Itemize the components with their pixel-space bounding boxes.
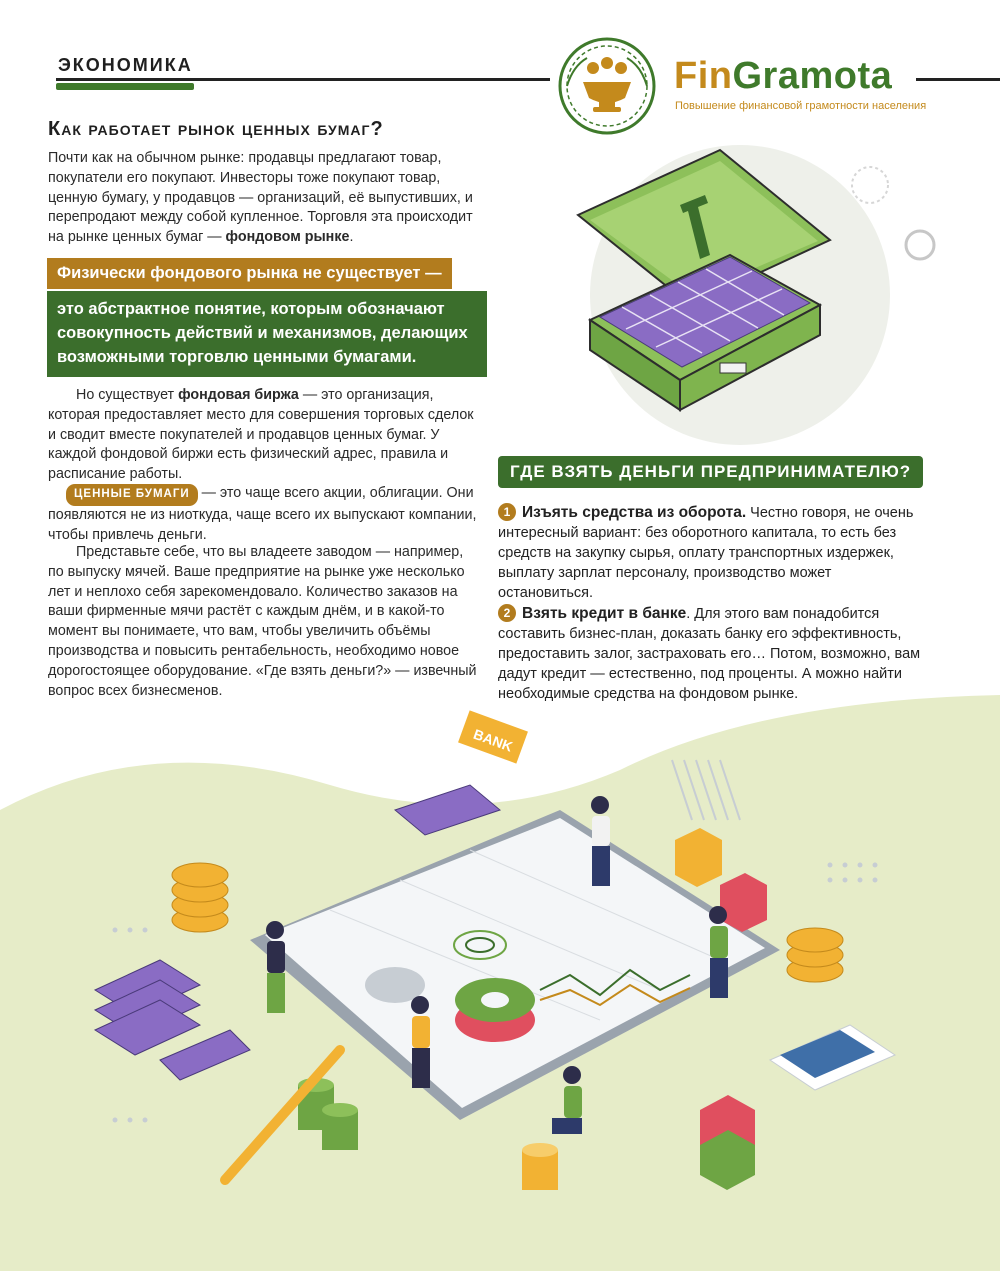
logo-gramota: Gramota <box>732 55 893 97</box>
p2-text-b: — это организация, которая предоставляет место для совершения торговых сделок и сводит вместе покупателей и продавцов ценных бумаг. У каждой фондовой биржи есть физический адрес, правила и расписание работы. <box>48 387 474 483</box>
fingramota-emblem-icon <box>553 36 661 136</box>
step-1-number: 1 <box>498 503 516 521</box>
section-underline <box>56 83 194 90</box>
article-heading: Как работает рынок ценных бумаг? <box>48 118 384 140</box>
header-rule-left <box>56 78 550 81</box>
logo-fin: Fin <box>674 55 733 97</box>
p2-bold: фондовая биржа <box>178 387 299 403</box>
securities-badge: ЦЕННЫЕ БУМАГИ <box>66 484 198 506</box>
intro-paragraph <box>48 149 478 248</box>
p3-text: — это чаще всего акции, облигации. Они появляются не из ниоткуда, чаще всего их выпускают компании, чтобы привлечь деньги. <box>48 485 477 543</box>
step-2-text: . Для этого вам понадобится составить бизнес-план, доказать банку его эффективность, предоставить залог, застраховать его… Потом, возможно, вам дадут кредит — естественно, под проценты. А можно найти необходимые средства на фондовом рынке. <box>498 606 921 702</box>
callout-title: Физически фондового рынка не существует — <box>47 258 452 289</box>
p2-text-a: Но существует <box>76 387 179 403</box>
stock-market-illustration <box>0 690 1000 1271</box>
intro-bold: фондовом рынке <box>225 229 350 246</box>
step-1-text: Честно говоря, не очень интересный вариант: без оборотного капитала, то есть без средств на закупку сырья, оплату транспортных издержек, выплату зарплат персоналу, производство может остановиться. <box>498 505 914 601</box>
step-1 <box>498 503 924 603</box>
callout-body: это абстрактное понятие, которым обозначают совокупность действий и механизмов, делающих возможными торговлю ценными бумагами. <box>47 291 487 377</box>
intro-text-a: Почти как на обычном рынке: продавцы предлагают товар, покупатели его покупают. Инвесторы тоже покупают товар, ценную бумагу, у продавцов — организаций, её выпустивших, и перепродают между собой купленное. Торговля эта происходит на рынке ценных бумаг — <box>48 150 473 246</box>
securities-paragraph <box>48 484 478 545</box>
bank-sign-label: BANK <box>471 725 515 755</box>
sidebar-heading: ГДЕ ВЗЯТЬ ДЕНЬГИ ПРЕДПРИНИМАТЕЛЮ? <box>498 456 923 488</box>
exchange-paragraph <box>48 386 478 485</box>
logo-subtitle: Повышение финансовой грамотности населения <box>675 100 927 112</box>
step-1-title: Изъять средства из оборота. <box>522 504 747 521</box>
factory-paragraph: Представьте себе, что вы владеете заводом — например, по выпуску мячей. Ваше предприятие на рынке уже несколько лет и неплохо себя зарекомендовало. Количество заказов на ваши фирменные мячи растёт с каждым днём, и в какой-то момент вы понимаете, что вам, чтобы увеличить объёмы производства и повысить рентабельность, необходимо новое дорогостоящее оборудование. «Где взять деньги?» — извечный вопрос всех бизнесменов. <box>48 544 477 699</box>
step-2-title: Взять кредит в банке <box>522 605 687 622</box>
money-suitcase-illustration <box>570 145 1000 445</box>
logo-wordmark <box>674 55 892 98</box>
header-rule-right <box>916 78 1000 81</box>
section-label: ЭКОНОМИКА <box>58 55 193 75</box>
step-2 <box>498 604 924 704</box>
intro-text-b: . <box>349 229 354 246</box>
step-2-number: 2 <box>498 604 516 622</box>
